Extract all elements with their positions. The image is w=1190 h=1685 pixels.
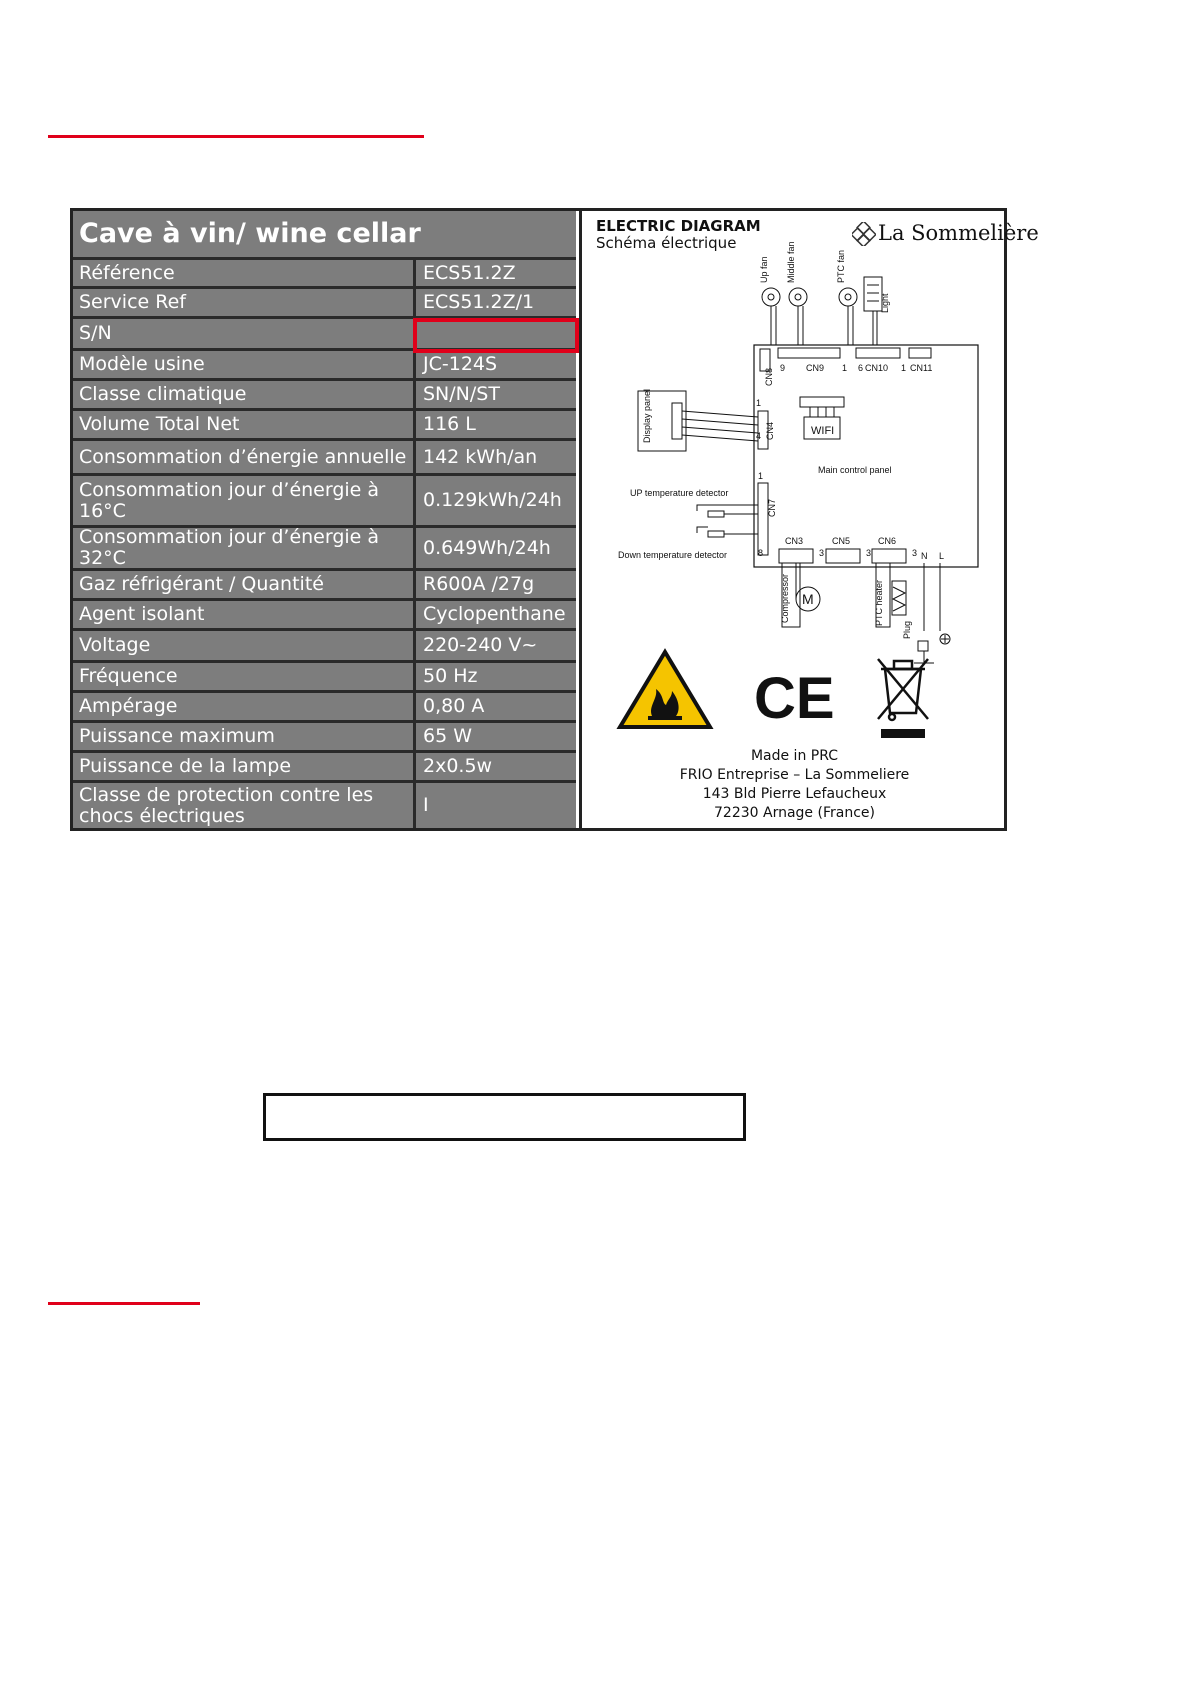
spec-label: Référence [73,260,416,286]
pin-number: 9 [780,363,786,373]
fan-icons [762,288,857,345]
spec-table [73,211,576,828]
serial-number-highlight [413,318,579,353]
cn10-label: CN10 [865,363,889,373]
spec-value: 116 L [423,413,476,435]
company-street: 143 Bld Pierre Lefaucheux [702,786,887,802]
spec-row [73,628,576,660]
red-underline-bottom [48,1302,200,1305]
pin-number: 3 [912,548,918,558]
spec-label: Agent isolant [73,601,416,628]
spec-label: Consommation jour d’énergie à 32°C [73,528,416,568]
spec-value: 0,80 A [423,695,485,717]
wiring-diagram [582,211,1007,828]
spec-label: S/N [73,319,416,348]
weee-bin-icon [878,659,928,738]
line-label: L [939,551,945,561]
spec-value: 2x0.5w [423,755,493,777]
spec-row [73,568,576,598]
fan-label-up: Up fan [759,256,769,283]
spec-label: Puissance maximum [73,723,416,750]
pin-number: 6 [858,363,864,373]
spec-label: Fréquence [73,663,416,690]
spec-value: I [423,794,429,816]
cn8-label: CN8 [764,367,774,386]
spec-label: Service Ref [73,289,416,316]
spec-row [73,438,576,473]
spec-value: 0.129kWh/24h [423,489,562,511]
pin-number: 4 [756,431,762,441]
cn9-label: CN9 [806,363,825,373]
spec-row [73,378,576,408]
motor-symbol: M [802,591,814,607]
spec-label: Consommation jour d’énergie à 16°C [73,476,416,525]
spec-label: Voltage [73,631,416,660]
cn11-label: CN11 [910,363,933,373]
cn5-label: CN5 [832,536,851,546]
spec-row [73,525,576,568]
neutral-label: N [921,551,928,561]
cn6-connector [872,549,906,563]
spec-label: Classe climatique [73,381,416,408]
spec-value: 142 kWh/an [423,445,538,468]
fan-label-middle: Middle fan [786,241,796,283]
brand-name: La Sommelière [878,221,1039,245]
cn6-label: CN6 [878,536,897,546]
up-detector-label: UP temperature detector [630,488,729,498]
heater-label: PTC heater [874,579,884,626]
main-control-board [754,345,978,567]
cn5-connector [826,549,860,563]
plug-icon [914,641,934,663]
pin-number: 3 [866,548,872,558]
spec-row [73,720,576,750]
diagram-subheading: Schéma électrique [596,234,737,252]
spec-value: JC-124S [423,353,498,375]
pin-number: 1 [758,471,764,481]
empty-input-box [263,1093,746,1141]
spec-label: Gaz réfrigérant / Quantité [73,571,416,598]
flammable-warning-icon [620,652,710,727]
plug-label: Plug [902,620,912,639]
down-detector-label: Down temperature detector [618,550,728,560]
product-label [70,208,1039,831]
spec-label: Modèle usine [73,351,416,378]
spec-value: R600A /27g [423,573,535,595]
diagram-heading: ELECTRIC DIAGRAM [596,217,761,235]
cn8-connector [760,349,770,371]
spec-value: ECS51.2Z [423,261,516,284]
spec-label: Ampérage [73,693,416,720]
spec-row [73,750,576,780]
spec-table-title: Cave à vin/ wine cellar [79,218,421,249]
cn10-connector [856,348,900,358]
cn4-label: CN4 [765,421,775,440]
cn11-connector [909,348,931,358]
wifi-label: WIFI [811,425,835,437]
spec-row [73,660,576,690]
electric-diagram [579,211,1039,828]
spec-row [73,598,576,628]
compressor-label: Compressor [780,573,790,623]
spec-value: Cyclopenthane [423,603,566,625]
spec-label: Consommation d’énergie annuelle [73,441,416,473]
pin-number: 1 [901,363,907,373]
spec-value: 220-240 V~ [423,634,538,656]
cn9-connector [778,348,840,358]
pin-number: 1 [842,363,848,373]
pin-number: 8 [758,548,764,558]
company-name: FRIO Entreprise – La Sommeliere [679,767,910,783]
spec-label: Classe de protection contre les chocs électriques [73,783,416,828]
spec-row [73,690,576,720]
cn3-label: CN3 [785,536,804,546]
light-label: Light [880,293,890,313]
spec-row [73,473,576,525]
display-panel-label: Display panel [642,388,652,443]
spec-row [73,257,576,286]
spec-value: ECS51.2Z/1 [423,291,535,313]
fan-label-ptc: PTC fan [836,249,846,283]
spec-row [73,780,576,828]
spec-row [73,408,576,438]
spec-value: 0.649Wh/24h [423,536,551,559]
spec-value: 50 Hz [423,665,478,687]
main-panel-label: Main control panel [818,465,892,475]
cn3-connector [779,549,813,563]
red-underline-top [48,135,424,138]
pin-number: 3 [819,548,825,558]
cn7-label: CN7 [767,498,777,517]
spec-label: Volume Total Net [73,411,416,438]
made-in: Made in PRC [750,748,839,764]
spec-row [73,286,576,316]
spec-label: Puissance de la lampe [73,753,416,780]
up-temperature-sensor [708,511,724,517]
spec-value: SN/N/ST [423,383,500,405]
down-temperature-sensor [708,531,724,537]
ce-mark: CE [754,666,835,731]
pin-number: 1 [756,398,762,408]
company-city: 72230 Arnage (France) [714,805,875,821]
spec-value: 65 W [423,725,473,747]
cn7-connector [758,483,768,555]
light-bulbs [864,277,882,345]
